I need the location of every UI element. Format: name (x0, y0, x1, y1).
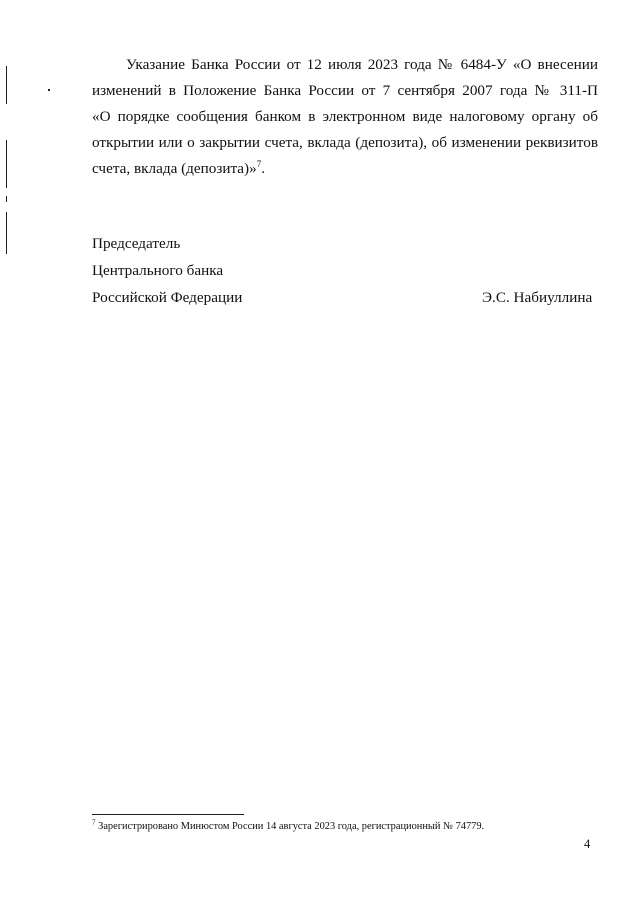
document-paragraph (92, 52, 598, 182)
scan-dot-mark (48, 89, 50, 91)
paragraph-tail: . (261, 160, 265, 177)
footnote-reference: 7 (256, 158, 262, 169)
scan-edge-mark (6, 66, 7, 104)
signatory-title-line1: Председатель (92, 235, 181, 252)
paragraph-line-last (92, 156, 598, 182)
signatory-name: Э.С. Набиуллина (482, 289, 593, 306)
footnote-number: 7 (92, 818, 96, 827)
paragraph-line: изменений в Положение Банка России от 7 сентября 2007 года № 311-П (92, 82, 598, 99)
paragraph-line-text: счета, вклада (депозита)» (92, 160, 257, 177)
signatory-title-line2: Центрального банка (92, 262, 224, 279)
page-number: 4 (584, 837, 591, 851)
footnote-separator (92, 814, 244, 815)
paragraph-line: Указание Банка России от 12 июля 2023 года № 6484-У «О внесении (126, 56, 598, 73)
paragraph-line: «О порядке сообщения банком в электронном виде налоговому органу об (92, 108, 598, 125)
paragraph-line: открытии или о закрытии счета, вклада (депозита), об изменении реквизитов (92, 134, 598, 151)
scan-edge-mark (6, 140, 7, 188)
scan-edge-mark (6, 212, 7, 254)
footnote (92, 820, 484, 834)
signatory-title-line3: Российской Федерации (92, 289, 243, 306)
scan-edge-mark (6, 196, 7, 202)
footnote-text: Зарегистрировано Минюстом России 14 августа 2023 года, регистрационный № 74779. (98, 821, 485, 832)
